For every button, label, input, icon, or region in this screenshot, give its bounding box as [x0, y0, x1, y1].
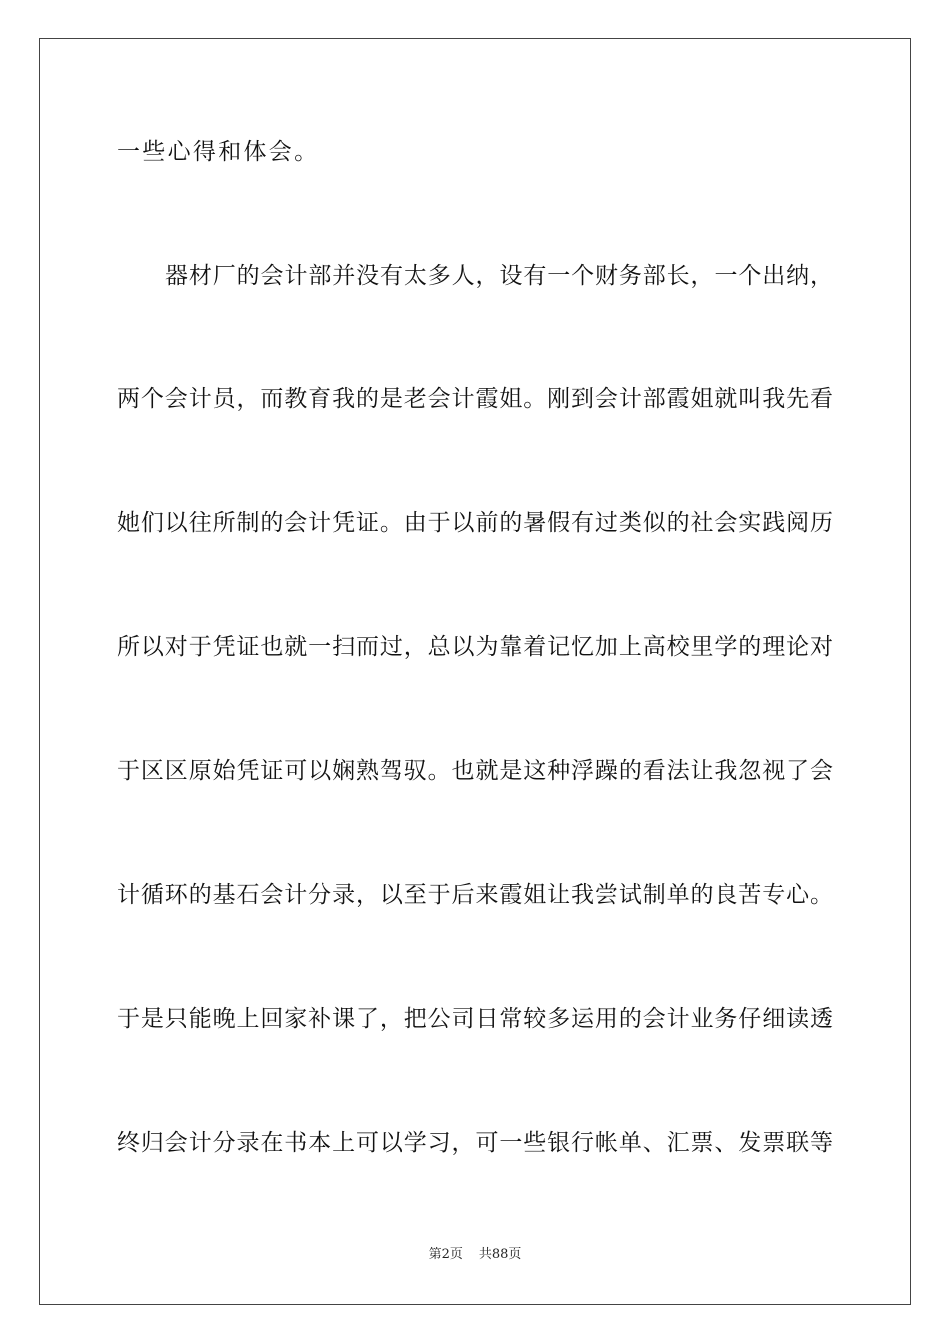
text-line-2: 器材厂的会计部并没有太多人，设有一个财务部长，一个出纳， [165, 263, 833, 289]
text-line-5: 所以对于凭证也就一扫而过，总以为靠着记忆加上高校里学的理论对 [117, 634, 833, 660]
page-total: 共88页 [478, 1247, 522, 1262]
page-number: 第2页 [428, 1247, 463, 1262]
page-footer [0, 1246, 950, 1264]
page-border [39, 38, 911, 1305]
text-line-7: 计循环的基石会计分录，以至于后来霞姐让我尝试制单的良苦专心。 [117, 882, 833, 908]
text-line-9: 终归会计分录在书本上可以学习，可一些银行帐单、汇票、发票联等 [117, 1130, 833, 1156]
text-line-3: 两个会计员，而教育我的是老会计霞姐。刚到会计部霞姐就叫我先看 [117, 386, 833, 412]
text-line-1: 一些心得和体会。 [117, 139, 320, 165]
text-line-6: 于区区原始凭证可以娴熟驾驭。也就是这种浮躁的看法让我忽视了会 [117, 758, 833, 784]
text-line-4: 她们以往所制的会计凭证。由于以前的暑假有过类似的社会实践阅历 [117, 510, 833, 536]
text-line-8: 于是只能晚上回家补课了，把公司日常较多运用的会计业务仔细读透 [117, 1006, 833, 1032]
